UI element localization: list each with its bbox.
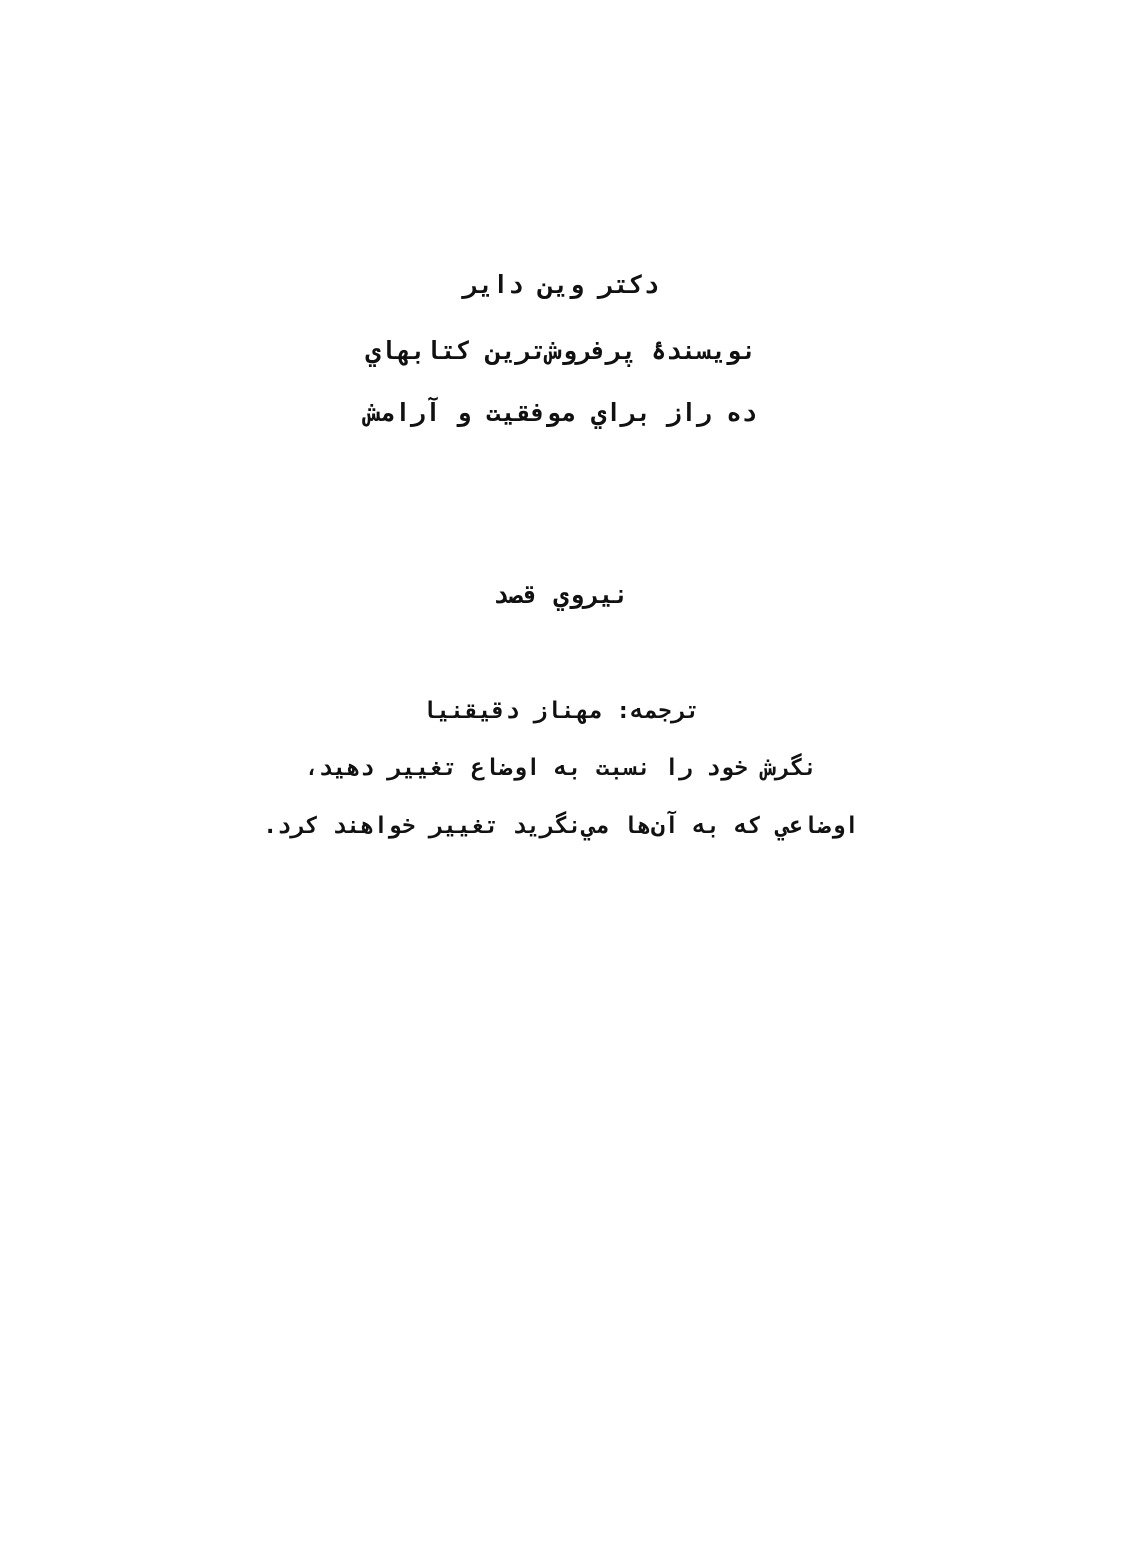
book-title: نیروي قصد [493,580,629,609]
quote-line-2: اوضاعي که به آن‌ها مي‌نگرید تغییر خواهند کرد. [263,813,859,839]
author-name: دکتر وین دایر [463,270,659,299]
author-description: نویسندۀ پرفروش‌ترین کتابهاي [365,336,757,365]
translator-credit: ترجمه: مهناز دقیقنیا [422,698,700,724]
series-title: ده راز براي موفقیت و آرامش [365,398,757,427]
quote-line-1: نگرش خود را نسبت به اوضاع تغییر دهید، [304,755,818,781]
